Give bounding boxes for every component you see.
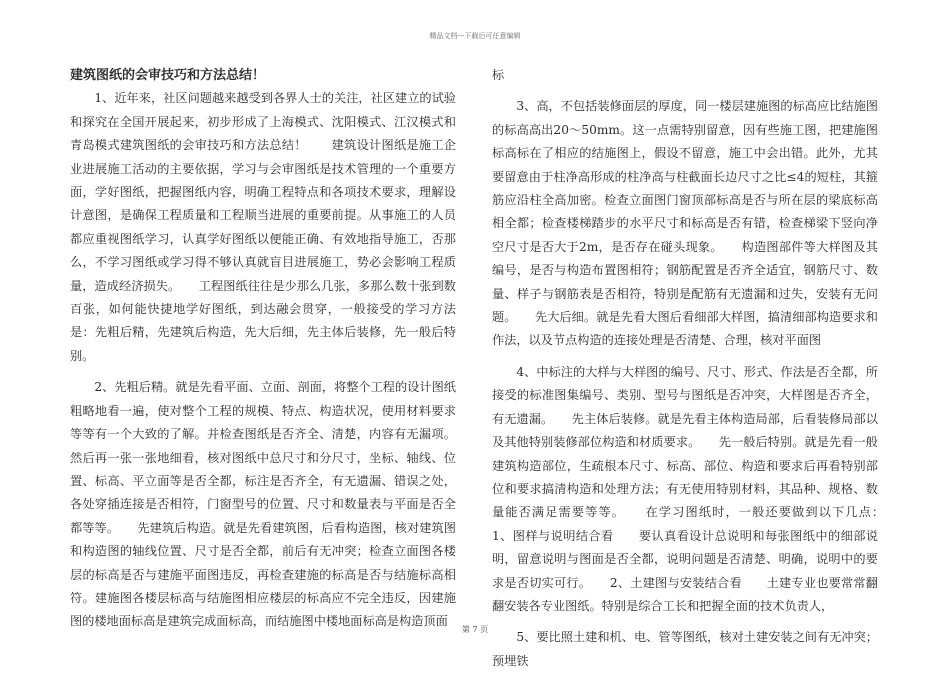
page-header: 精品文档---下载后可任意编辑 bbox=[429, 32, 521, 40]
paragraph-4: 4、中标注的大样与大样图的编号、尺寸、形式、作法是否全都，所接受的标准图集编号、类别、型号与图纸是否冲突，大样图是否齐全，有无遗漏。 先主体后装修。就是先看主体构造局部，后看装修局部以及其他特别装修部位构造和材质要求。 先一般后特别。就是先看一般建筑构造部位，生疏根本尺寸、标高、部位、构造和要求后再看特别部位和要求搞清构造和处理方法；有无使用特别材料，其品种、规格、数量能否满足需要等等。 在学习图纸时，一般还要做到以下几点： 1、图样与说明结合看 要认真看设计总说明和每张图纸中的细部说明，留意说明与图面是否全都，说明问题是否清楚、明确，说明中的要求是否切实可行。 2、土建图与安装结合看 土建专业也要常常翻翻安装各专业图纸。特别是综合工长和把握全面的技术负责人， bbox=[492, 364, 903, 613]
page-number: 第 7 页 bbox=[461, 625, 489, 634]
document-title: 建筑图纸的会审技巧和方法总结！ bbox=[70, 68, 266, 83]
paragraph-5: 5、要比照土建和机、电、管等图纸，核对土建安装之间有无冲突；预埋铁 bbox=[492, 630, 878, 668]
left-column bbox=[70, 64, 456, 634]
paragraph-continuation: 标 bbox=[492, 68, 505, 82]
paragraph-3: 3、高，不包括装修面层的厚度，同一楼层建施图的标高应比结施图的标高高出20～50mm。这一点需特别留意，因有些施工图，把建施图标高标在了相应的结施图上，假设不留意，施工中会出错。此外，尤其要留意由于柱净高形成的柱净高与柱截面长边尺寸之比≤4的短柱，其箍筋应沿柱全高加密。检查立面图门窗顶部标高是否与所在层的梁底标高相全都；检查楼梯踏步的水平尺寸和标高是否有错，检查梯梁下竖向净空尺寸是否大于2m，是否存在碰头现象。 构造图部件等大样图及其编号，是否与构造布置图相符；钢筋配置是否齐全适宜，钢筋尺寸、数量、样子与钢筋表是否相符，特别是配筋有无遗漏和过失，安装有无问题。 先大后细。就是先看大图后看细部大样图，搞清细部构造要求和作法，以及节点构造的连接处理是否清楚、合理，核对平面图 bbox=[492, 99, 878, 348]
paragraph-2: 2、先粗后精。就是先看平面、立面、剖面，将整个工程的设计图纸粗略地看一遍，使对整个工程的规模、特点、构造状况，使用材料要求等等有一个大致的了解。并检查图纸是否齐全、清楚，内容有无漏项。然后再一张一张地细看，核对图纸中总尺寸和分尺寸，坐标、轴线、位置、标高、平立面等是否全都，标注是否齐全，有无遗漏、错误之处，各处穿插连接是否相符，门窗型号的位置、尺寸和数量表与平面是否全都等等。 先建筑后构造。就是先看建筑图，后看构造图，核对建筑图和构造图的轴线位置、尺寸是否全都，前后有无冲突；检查立面图各楼层的标高是否与建施平面图违反，再检查建施的标高是否与结施标高相符。建施图各楼层标高与结施图相应楼层的标高应不完全违反，因建施图的楼地面标高是建筑完成面标高，而结施图中楼地面标高是构造顶面 bbox=[70, 380, 456, 629]
paragraph-1: 1、近年来，社区问题越来越受到各界人士的关注，社区建立的试验和探究在全国开展起来，初步形成了上海模式、沈阳模式、江汉模式和青岛模式建筑图纸的会审技巧和方法总结！ 建筑设计图纸是施工企业进展施工活动的主要依据，学习与会审图纸是技术管理的一个重要方面，学好图纸，把握图纸内容，明确工程特点和各项技术要求，理解设计意图，是确保工程质量和工程顺当进展的重要前提。从事施工的人员都应重视图纸学习，认真学好图纸以便能正确、有效地指导施工，否那么，不学习图纸或学习得不够认真就盲目进展施工，势必会影响工程质量，造成经济损失。 工程图纸往往是少那么几张，多那么数十张到数百张，如何能快捷地学好图纸，到达融会贯穿，一般接受的学习方法是：先粗后精，先建筑后构造，先大后细，先主体后装修，先一般后特别。 bbox=[70, 91, 456, 363]
right-column bbox=[492, 64, 903, 673]
